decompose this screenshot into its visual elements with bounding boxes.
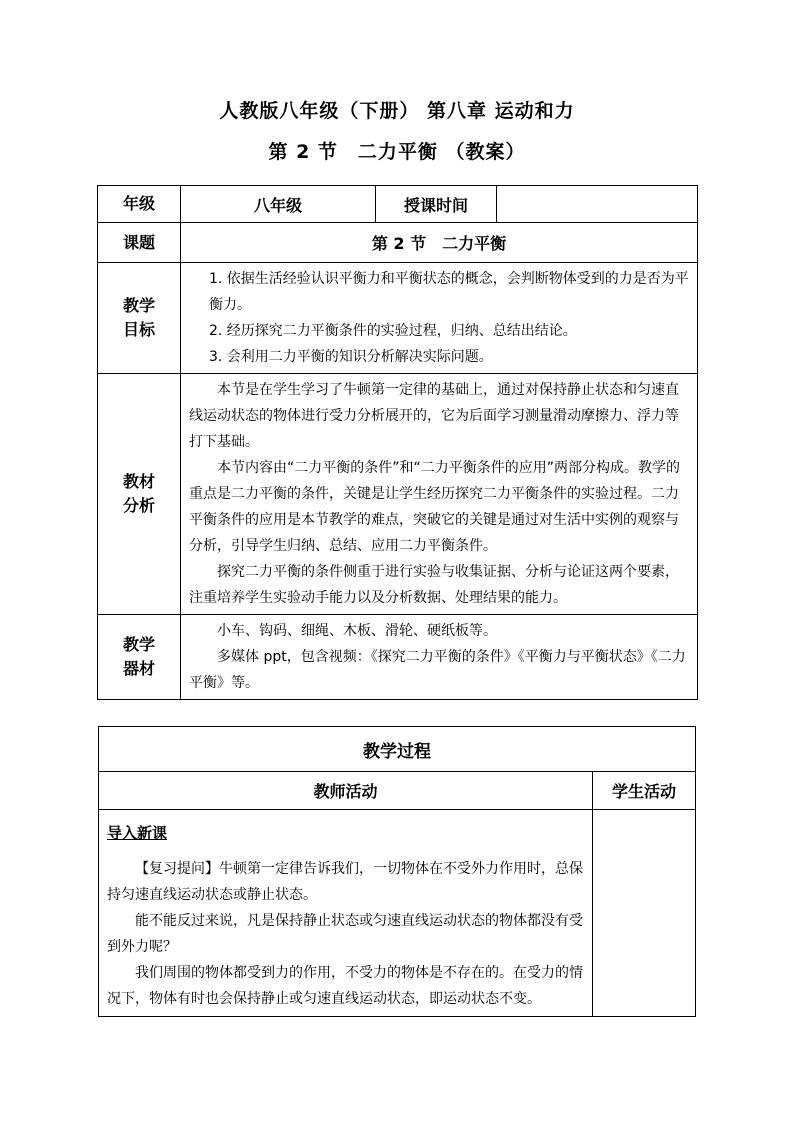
grade-row (98, 186, 698, 223)
process-title: 教学过程 (99, 727, 696, 772)
objective-item: 1. 依据生活经验认识平衡力和平衡状态的概念，会判断物体受到的力是否为平衡力。 (209, 271, 689, 313)
objectives-content (181, 263, 698, 374)
equipment-paragraph: 多媒体 ppt，包含视频：《探究二力平衡的条件》《平衡力与平衡状态》《二力平衡》等。 (189, 649, 686, 691)
process-title-row (99, 727, 696, 772)
grade-label: 年级 (98, 186, 181, 223)
lesson-info-table (97, 185, 698, 700)
teaching-process-table (98, 726, 696, 1017)
equipment-row (98, 615, 698, 700)
teacher-activity-content (99, 810, 593, 1017)
document-subtitle: 第 2 节 二力平衡 （教案） (268, 141, 526, 163)
process-paragraph: 【复习提问】牛顿第一定律告诉我们，一切物体在不受外力作用时，总保持匀速直线运动状态或静止状态。 (107, 861, 583, 903)
analysis-content (181, 374, 698, 615)
process-paragraph: 我们周围的物体都受到力的作用，不受力的物体是不存在的。在受力的情况下，物体有时也会保持静止或匀速直线运动状态，即运动状态不变。 (107, 965, 583, 1007)
process-body-row (99, 810, 696, 1017)
document-title: 人教版八年级（下册） 第八章 运动和力 (219, 100, 575, 122)
time-label: 授课时间 (376, 186, 497, 223)
process-header-row (99, 772, 696, 810)
topic-label: 课题 (98, 223, 181, 263)
process-paragraph: 能不能反过来说，凡是保持静止状态或匀速直线运动状态的物体都没有受到外力呢？ (107, 913, 583, 955)
objectives-row (98, 263, 698, 374)
objectives-label: 教学 目标 (98, 263, 181, 374)
grade-value: 八年级 (181, 186, 376, 223)
section-title: 导入新课 (107, 824, 168, 842)
time-value (497, 186, 698, 223)
equipment-content (181, 615, 698, 700)
analysis-paragraph: 本节是在学生学习了牛顿第一定律的基础上，通过对保持静止状态和匀速直线运动状态的物体进行受力分析展开的，它为后面学习测量滑动摩擦力、浮力等打下基础。 (189, 382, 679, 450)
analysis-label: 教材 分析 (98, 374, 181, 615)
analysis-paragraph: 探究二力平衡的条件侧重于进行实验与收集证据、分析与论证这两个要素，注重培养学生实验动手能力以及分析数据、处理结果的能力。 (189, 564, 679, 606)
objective-item: 3. 会利用二力平衡的知识分析解决实际问题。 (209, 349, 493, 365)
topic-row (98, 223, 698, 263)
student-activity-content (593, 810, 696, 1017)
teacher-activity-header: 教师活动 (99, 772, 593, 810)
analysis-paragraph: 本节内容由“二力平衡的条件”和“二力平衡条件的应用”两部分构成。教学的重点是二力平衡的条件，关键是让学生经历探究二力平衡条件的实验过程。二力平衡条件的应用是本节教学的难点，突破它的关键是通过对生活中实例的观察与分析，引导学生归纳、总结、应用二力平衡条件。 (189, 460, 681, 554)
objective-item: 2. 经历探究二力平衡条件的实验过程，归纳、总结出结论。 (209, 323, 577, 339)
equipment-label: 教学 器材 (98, 615, 181, 700)
student-activity-header: 学生活动 (593, 772, 696, 810)
topic-value: 第 2 节 二力平衡 (181, 223, 698, 263)
analysis-row (98, 374, 698, 615)
equipment-paragraph: 小车、钩码、细绳、木板、滑轮、硬纸板等。 (217, 623, 497, 639)
